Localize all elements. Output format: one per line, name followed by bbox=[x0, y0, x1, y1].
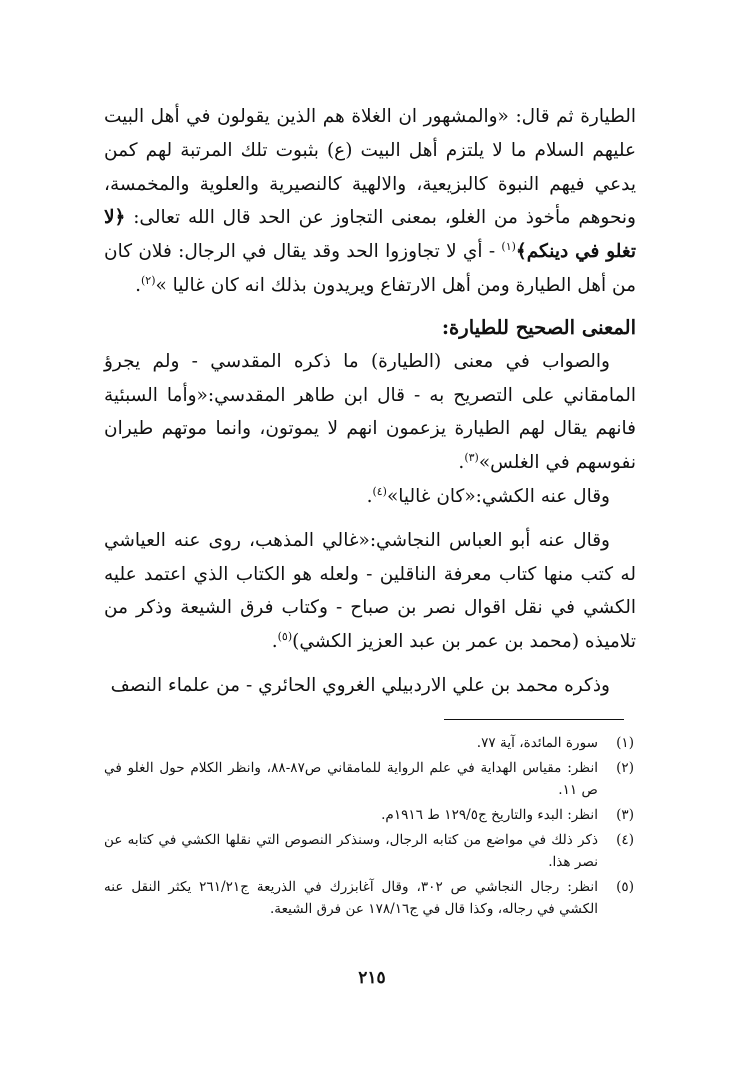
paragraph-3-text: وقال عنه الكشي:«كان غاليا» bbox=[386, 485, 610, 507]
paragraph-2 bbox=[104, 345, 636, 480]
footnote bbox=[104, 732, 636, 754]
footnote-ref-4: (٤) bbox=[372, 484, 387, 498]
footnote-number: (٢) bbox=[616, 759, 634, 776]
paragraph-1 bbox=[104, 100, 636, 303]
paragraph-4 bbox=[104, 524, 636, 659]
footnote-ref-3: (٣) bbox=[464, 451, 479, 465]
paragraph-5 bbox=[104, 669, 636, 703]
footnote-text: انظر: مقياس الهداية في علم الرواية للمامقاني ص٨٧-٨٨، وانظر الكلام حول الغلو في ص ١١. bbox=[104, 759, 599, 798]
paragraph-5-text: وذكره محمد بن علي الاردبيلي الغروي الحائري - من علماء النصف bbox=[110, 674, 610, 696]
paragraph-4-end: . bbox=[271, 631, 278, 653]
footnote-separator bbox=[444, 719, 624, 720]
footnote-text: سورة المائدة، آية ٧٧. bbox=[476, 734, 598, 751]
main-text bbox=[104, 100, 636, 703]
footnote-ref-5: (٥) bbox=[277, 630, 293, 643]
quran-quote: ﴿لا تغلو في دينكم﴾ bbox=[104, 207, 636, 263]
footnote-number: (٥) bbox=[616, 878, 634, 895]
paragraph-2-text: والصواب في معنى (الطيارة) ما ذكره المقدسي - ولم يجرؤ المامقاني على التصريح به - قال ابن طاهر المقدسي:«وأما السبئية فانهم يقال لهم الطيارة يزعمون انهم لا يموتون، وانما موتهم طيران نفوسهم في الغلس» bbox=[104, 350, 636, 474]
footnote-ref-2: (٢) bbox=[140, 273, 156, 287]
footnote-text: ذكر ذلك في مواضع من كتابه الرجال، وسنذكر النصوص التي نقلها الكشي في كتابه عن نصر هذا. bbox=[104, 831, 598, 870]
footnote-text: انظر: رجال النجاشي ص ٣٠٢، وقال آغابزرك في الذريعة ج٢٦١/٢١ يكثر النقل عنه الكشي في رجاله، وكذا قال في ج١٧٨/١٦ عن فرق الشيعة. bbox=[104, 878, 598, 917]
footnote-number: (٤) bbox=[616, 831, 634, 848]
paragraph-1-text: الطيارة ثم قال: «والمشهور ان الغلاة هم الذين يقولون في أهل البيت عليهم السلام ما لا يلتزم أهل البيت (ع) بثبوت تلك المرتبة لهم كمن يدعي فيهم النبوة كالبزيعية، والالهية كالنصيرية والعلوية والمخمسة، ونحوهم مأخوذ من الغلو، بمعنى التجاوز عن الحد قال الله تعالى: bbox=[104, 106, 636, 229]
paragraph-3 bbox=[104, 480, 636, 514]
footnote-ref-1: (١) bbox=[501, 240, 516, 254]
paragraph-3-end: . bbox=[366, 485, 373, 507]
paragraph-2-end: . bbox=[458, 452, 465, 474]
footnote bbox=[104, 876, 636, 920]
footnote bbox=[104, 757, 636, 801]
footnote bbox=[104, 804, 636, 826]
footnote-text: انظر: البدء والتاريخ ج١٢٩/٥ ط ١٩١٦م. bbox=[381, 806, 598, 823]
footnote-separator-wrap bbox=[104, 719, 636, 720]
paragraph-4-text: وقال عنه أبو العباس النجاشي:«غالي المذهب، روى عنه العياشي له كتب منها كتاب معرفة الناقلين - ولعله هو الكتاب الذي اعتمد عليه الكشي في نقل اقوال نصر بن صباح - وكتاب فرق الشيعة وذكر من تلاميذه (محمد بن عمر بن عبد العزيز الكشي) bbox=[104, 529, 636, 653]
paragraph-1-end: . bbox=[135, 274, 141, 296]
section-heading: المعنى الصحيح للطيارة: bbox=[441, 315, 636, 339]
footnote-number: (٣) bbox=[616, 806, 634, 823]
paragraph-1-rest: - أي لا تجاوزوا الحد وقد يقال في الرجال: فلان كان من أهل الطيارة ومن أهل الارتفاع ويريدون بذلك انه كان غاليا » bbox=[104, 241, 636, 296]
footnote-number: (١) bbox=[616, 734, 634, 751]
page-number: ٢١٥ bbox=[358, 968, 386, 988]
footnote bbox=[104, 829, 636, 873]
footnotes bbox=[104, 732, 636, 920]
